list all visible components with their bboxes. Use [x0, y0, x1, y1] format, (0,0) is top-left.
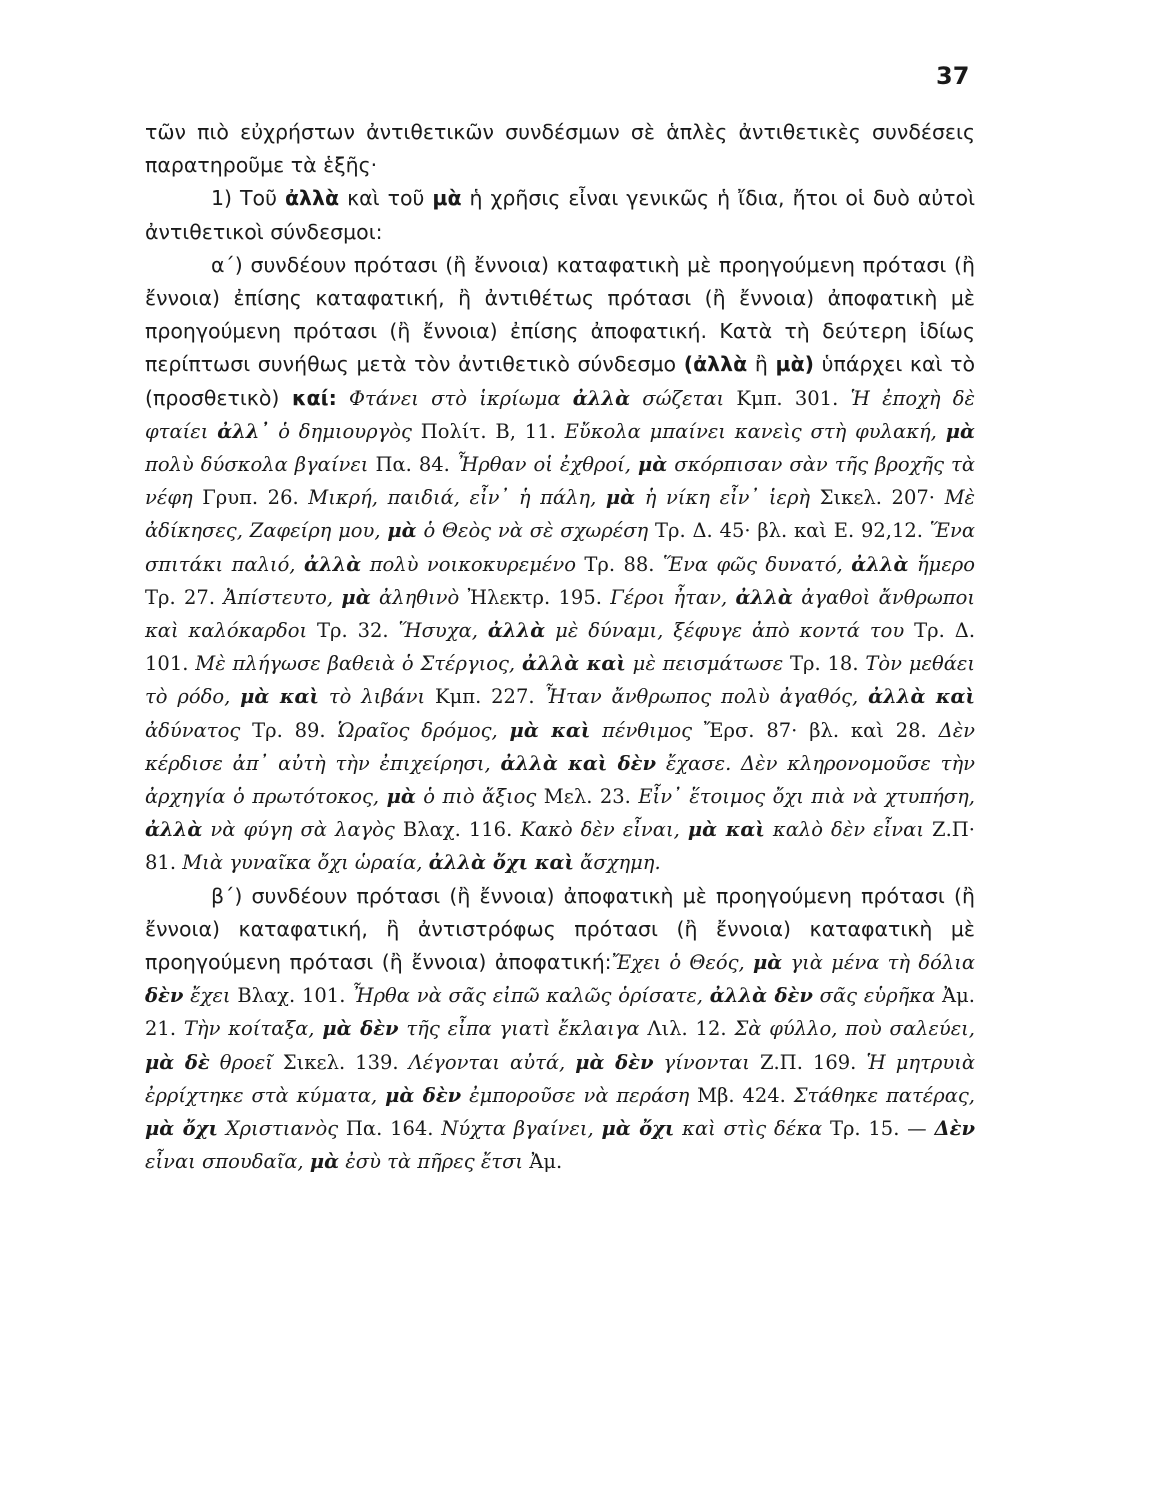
- beta-ex1: Ἔχει ὁ Θεός,: [611, 951, 753, 975]
- beta-ex5: Λέγονται αὐτά,: [408, 1050, 576, 1074]
- beta-ex3c: τῆς εἶπα γιατὶ ἔκλαιγα: [398, 1017, 648, 1041]
- alpha-ex5c: ἡ νίκη εἶν᾽ ἱερὴ: [635, 486, 820, 510]
- alpha-ex3c: πολὺ δύσκολα βγαίνει: [145, 453, 376, 477]
- page-number: 37: [936, 62, 970, 90]
- alpha-intro: α΄) συνδέουν πρότασι (ἢ ἔννοια) καταφατικὴ μὲ προηγούμενη πρότασι (ἢ ἔννοια) ἐπίσης καταφατική, ἢ ἀντιθέτως πρότασι (ἢ ἔννοια) ἀποφατικὴ μὲ προηγούμενη πρότασι (ἢ ἔννοια) ἐπίσης ἀποφατική. Κατὰ τὴ δεύτερη ἰδίως περίπτωσι συνήθως μετὰ τὸν ἀντιθετικὸ σύνδεσμο: [145, 252, 975, 377]
- text-body: [145, 116, 975, 1179]
- alpha-ex19-ref: Ζ.Π· 81.: [145, 818, 975, 875]
- alpha-alla: ἀλλὰ: [693, 352, 748, 377]
- alpha-ex20: Μιὰ γυναῖκα ὄχι ὡραία,: [182, 851, 429, 875]
- beta-ex2b: ἀλλὰ δὲν: [709, 984, 813, 1008]
- alpha-ex1: Φτάνει στὸ ἱκρίωμα: [336, 386, 573, 410]
- beta-intro: β΄) συνδέουν πρότασι (ἢ ἔννοια) ἀποφατικὴ μὲ προηγούμενη πρότασι (ἢ ἔννοια) καταφατική, ἢ ἀντιστρόφως πρότασι (ἢ ἔννοια) καταφατικὴ μὲ προηγούμενη πρότασι (ἢ ἔννοια) ἀποφατική:: [145, 883, 975, 975]
- alpha-ex4-ref: Γρυπ. 26.: [202, 486, 309, 510]
- beta-ex9b: Δὲν: [934, 1117, 975, 1141]
- beta-ex7b: μὰ ὄχι: [145, 1117, 218, 1141]
- alpha-ex9-ref: Ἠλεκτρ. 195.: [467, 585, 611, 609]
- beta-ex1b: μὰ: [752, 951, 783, 975]
- beta-ex2-ref: Ἀμ. 21.: [145, 984, 976, 1041]
- point1-alla: ἀλλὰ: [284, 186, 340, 211]
- point1-ma: μὰ: [432, 186, 462, 211]
- alpha-ex15: Ὡραῖος δρόμος,: [337, 718, 510, 742]
- alpha-ex9b: μὰ: [341, 585, 371, 609]
- alpha-ma: μὰ: [775, 352, 805, 377]
- alpha-ex4c: σκόρπισαν σὰν τῆς βροχῆς τὰ νέφη: [145, 453, 976, 510]
- alpha-ex7-ref: Τρ. 88.: [584, 552, 663, 576]
- alpha-ex13c: τὸ λιβάνι: [318, 685, 436, 709]
- alpha-ex17-ref: Μελ. 23.: [543, 785, 639, 809]
- alpha-ex5: Μικρή, παιδιά, εἶν᾽ ἡ πάλη,: [308, 486, 606, 510]
- beta-ex6b: μὰ δὲν: [385, 1083, 462, 1107]
- alpha-ex11: Ἥσυχα,: [398, 619, 488, 643]
- alpha-ex2: Ἡ ἐποχὴ δὲ φταίει: [145, 386, 976, 443]
- alpha-ex14b: ἀλλὰ καὶ: [868, 685, 975, 709]
- alpha-ex11c: μὲ δύναμι, ξέφυγε ἀπὸ κοντά του: [545, 619, 915, 643]
- alpha-ex12c: μὲ πεισμάτωσε: [625, 652, 791, 676]
- beta-ex8-ref: Τρ. 15. —: [829, 1117, 935, 1141]
- alpha-ex15c: πένθιμος: [590, 718, 704, 742]
- alpha-ex6c: ὁ Θεὸς νὰ σὲ σχωρέση: [416, 519, 656, 543]
- alpha-ex9c: ἀληθινὸ: [370, 585, 468, 609]
- alpha-ex16b: ἀλλὰ καὶ δὲν: [500, 751, 657, 775]
- alpha-ex11-ref: Τρ. Δ. 101.: [145, 619, 976, 676]
- beta-ex9d: μὰ: [309, 1150, 340, 1174]
- alpha-ex20b: ἀλλὰ ὄχι καὶ: [428, 851, 574, 875]
- alpha-ex15-ref: Ἔρσ. 87· βλ. καὶ 28.: [703, 718, 939, 742]
- alpha-ex5b: μὰ: [605, 486, 636, 510]
- beta-ex8b: μὰ ὄχι: [601, 1117, 675, 1141]
- alpha-ex19b: μὰ καὶ: [687, 818, 765, 842]
- alpha-ex10-ref: Τρ. 32.: [317, 619, 399, 643]
- beta-ex5b: μὰ δὲν: [575, 1050, 654, 1074]
- alpha-ex18: Εἶν᾽ ἕτοιμος ὄχι πιὰ νὰ χτυπήση,: [638, 785, 975, 809]
- alpha-ex15b: μὰ καὶ: [509, 718, 591, 742]
- alpha-ex3: Εὔκολα μπαίνει κανεὶς στὴ φυλακή,: [564, 419, 946, 443]
- alpha-ex17c: ὁ πιὸ ἄξιος: [415, 785, 544, 809]
- beta-ex4b: μὰ δὲ: [145, 1050, 210, 1074]
- point1-post: ἡ χρῆσις εἶναι γενικῶς ἡ ἴδια, ἤτοι οἱ δυὸ αὐτοὶ ἀντιθετικοὶ σύνδεσμοι:: [145, 186, 976, 244]
- beta-ex7c: Χριστιανὸς: [217, 1117, 346, 1141]
- alpha-ex7b: ἀλλὰ: [303, 552, 362, 576]
- beta-ex7: Στάθηκε πατέρας,: [793, 1083, 975, 1107]
- alpha-ex6: Μὲ ἀδίκησες, Ζαφείρη μου,: [145, 486, 975, 543]
- alpha-ex12-ref: Τρ. 18.: [790, 652, 866, 676]
- alpha-kai: καί:: [291, 385, 337, 410]
- beta-ex1c: γιὰ μένα τὴ δόλια: [782, 951, 976, 975]
- alpha-ex6b: μὰ: [387, 519, 417, 543]
- beta-ex8c: καὶ στὶς δέκα: [674, 1117, 830, 1141]
- alpha-ex4b: μὰ: [638, 453, 668, 477]
- alpha-ex6-ref: Τρ. Δ. 45· βλ. καὶ Ε. 92,12.: [655, 519, 930, 543]
- alpha-ex8-ref: Τρ. 27.: [145, 585, 224, 609]
- beta-ex9-ref: Ἀμ.: [529, 1150, 563, 1174]
- alpha-ex1b: ἀλλὰ: [572, 386, 631, 410]
- alpha-ex12: Μὲ πλήγωσε βαθειὰ ὁ Στέργιος,: [195, 652, 522, 676]
- alpha-ex7c: πολὺ νοικοκυρεμένο: [361, 552, 585, 576]
- alpha-paren-open: (: [683, 352, 694, 377]
- alpha-ex16: Δὲν κέρδισε ἀπ᾽ αὐτὴ τὴν ἐπιχείρησι,: [145, 718, 976, 775]
- alpha-ex10c: ἀγαθοὶ ἄνθρωποι καὶ καλόκαρδοι: [145, 585, 975, 643]
- alpha-ex4: Ἦρθαν οἱ ἐχθροί,: [456, 453, 638, 477]
- beta-ex4: Σὰ φύλλο, ποὺ σαλεύει,: [734, 1017, 975, 1041]
- alpha-or: ἢ: [747, 352, 776, 377]
- beta-ex2c: σᾶς εὑρῆκα: [812, 984, 943, 1008]
- alpha-ex5-ref: Σικελ. 207·: [819, 486, 945, 510]
- point1-mid: καὶ τοῦ: [339, 186, 433, 211]
- beta-paragraph: [145, 880, 975, 1179]
- point1-pre: 1) Τοῦ: [211, 186, 285, 211]
- alpha-ex13b: μὰ καὶ: [240, 685, 319, 709]
- alpha-ex2c: ὁ δημιουργὸς: [269, 419, 421, 443]
- alpha-ex9: Ἀπίστευτο,: [223, 585, 342, 609]
- alpha-ex16c: ἔχασε.: [656, 751, 742, 775]
- alpha-ex17: Δὲν κληρονομοῦσε τὴν ἀρχηγία ὁ πρωτότοκος,: [145, 751, 976, 809]
- beta-ex3-ref: Λιλ. 12.: [647, 1017, 735, 1041]
- alpha-ex3b: μὰ: [945, 419, 976, 443]
- alpha-ex1c: σώζεται: [630, 386, 737, 410]
- alpha-paren-close: ): [804, 352, 815, 377]
- beta-ex4c: θροεῖ: [209, 1050, 283, 1074]
- beta-ex5c: γίνονται: [653, 1050, 760, 1074]
- beta-ex5-ref: Ζ.Π. 169.: [759, 1050, 867, 1074]
- beta-ex9c: εἶναι σπουδαῖα,: [145, 1150, 310, 1174]
- alpha-ex10b: ἀλλὰ: [735, 585, 793, 609]
- alpha-ex2b: ἀλλ᾽: [217, 419, 270, 443]
- beta-ex2: Ἦρθα νὰ σᾶς εἰπῶ καλῶς ὁρίσατε,: [352, 984, 710, 1008]
- alpha-ex18-ref: Βλαχ. 116.: [402, 818, 521, 842]
- intro-paragraph: [145, 116, 975, 182]
- alpha-ex19: Κακὸ δὲν εἶναι,: [520, 818, 688, 842]
- alpha-ex14-ref: Τρ. 89.: [252, 718, 338, 742]
- alpha-ex18b: ἀλλὰ: [145, 818, 203, 842]
- alpha-ex7: Ἕνα σπιτάκι παλιό,: [145, 519, 975, 576]
- alpha-intro2: ὑπάρχει καὶ τὸ (προσθετικὸ): [145, 352, 975, 410]
- beta-ex6: Ἡ μητρυιὰ ἐρρίχτηκε στὰ κύματα,: [145, 1050, 976, 1107]
- alpha-ex8b: ἀλλὰ: [851, 552, 909, 576]
- alpha-ex10: Γέροι ἦταν,: [610, 585, 736, 609]
- beta-ex4-ref: Σικελ. 139.: [282, 1050, 409, 1074]
- beta-ex7-ref: Πα. 164.: [345, 1117, 442, 1141]
- alpha-ex12b: ἀλλὰ καὶ: [521, 652, 626, 676]
- alpha-ex18c: νὰ φύγη σὰ λαγὸς: [202, 818, 403, 842]
- alpha-ex14: Ἦταν ἄνθρωπος πολὺ ἀγαθός,: [544, 685, 869, 709]
- alpha-ex8c: ἥμερο: [908, 552, 975, 576]
- point-1-paragraph: [145, 182, 975, 248]
- alpha-ex13-ref: Κμπ. 227.: [435, 685, 545, 709]
- alpha-ex13: Τὸν μεθάει τὸ ρόδο,: [145, 652, 975, 709]
- beta-ex3b: μὰ δὲν: [322, 1017, 399, 1041]
- intro-text: τῶν πιὸ εὐχρήστων ἀντιθετικῶν συνδέσμων σὲ ἁπλὲς ἀντιθετικὲς συνδέσεις παρατηροῦμε τὰ ἑξῆς·: [145, 120, 975, 178]
- beta-ex1e: ἔχει: [183, 984, 238, 1008]
- beta-ex6-ref: Μβ. 424.: [697, 1083, 794, 1107]
- beta-ex9e: ἐσὺ τὰ πῆρες ἔτσι: [339, 1150, 530, 1174]
- alpha-ex19c: καλὸ δὲν εἶναι: [764, 818, 933, 842]
- alpha-ex17b: μὰ: [386, 785, 416, 809]
- alpha-ex11b: ἀλλὰ: [487, 619, 546, 643]
- beta-ex3: Τὴν κοίταξα,: [183, 1017, 323, 1041]
- alpha-ex8: Ἕνα φῶς δυνατό,: [662, 552, 852, 576]
- alpha-ex2-ref: Πολίτ. Β, 11.: [420, 419, 565, 443]
- alpha-ex3-ref: Πα. 84.: [375, 453, 457, 477]
- beta-ex6c: ἐμποροῦσε νὰ περάση: [461, 1083, 698, 1107]
- alpha-ex14c: ἀδύνατος: [145, 718, 253, 742]
- beta-ex8: Νύχτα βγαίνει,: [441, 1117, 602, 1141]
- beta-ex1-ref: Βλαχ. 101.: [237, 984, 353, 1008]
- alpha-ex20c: ἄσχημη.: [573, 851, 661, 875]
- alpha-ex1-ref: Κμπ. 301.: [736, 386, 851, 410]
- alpha-paragraph: [145, 249, 975, 880]
- beta-ex1d: δὲν: [145, 984, 184, 1008]
